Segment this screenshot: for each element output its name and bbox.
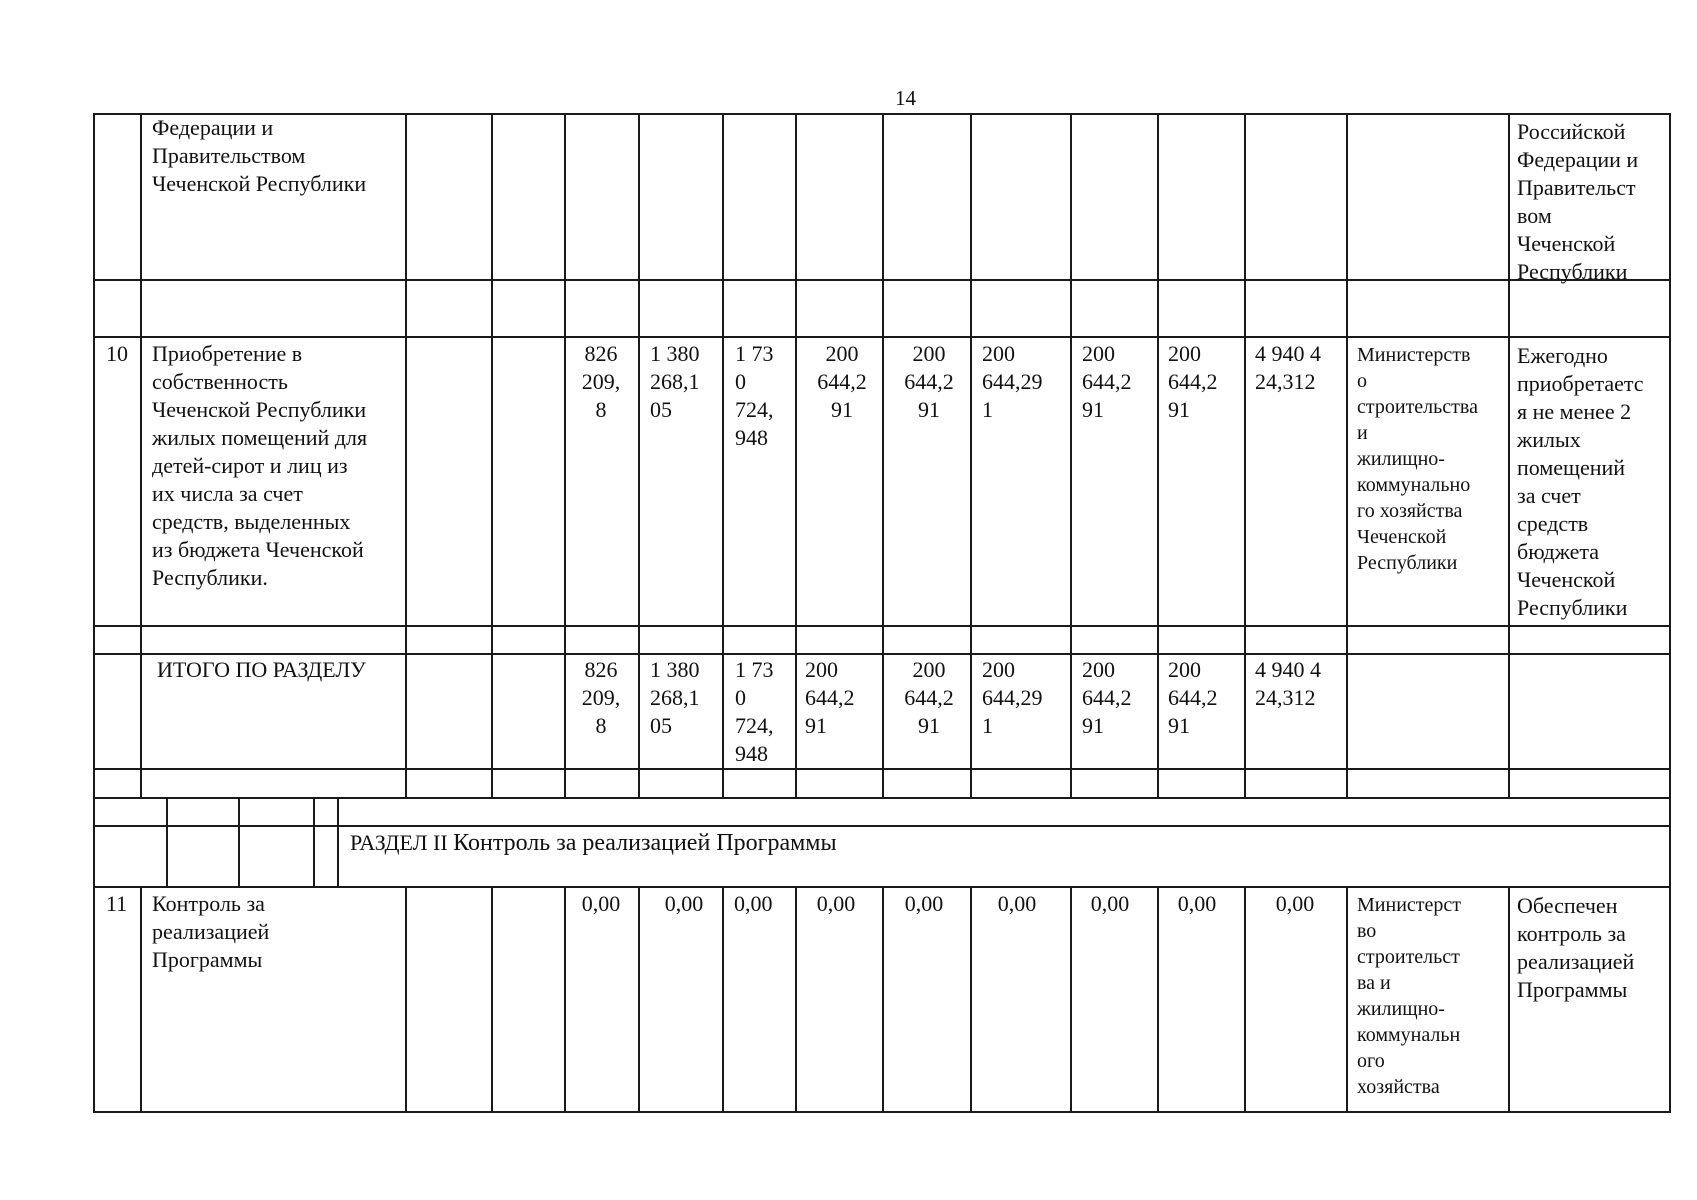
text-line: 644,2 xyxy=(1168,685,1218,710)
text-line: 948 xyxy=(735,741,768,766)
text-line: Обеспечен xyxy=(1517,893,1618,918)
text-line: жилых xyxy=(1517,427,1581,452)
table-rule-vertical xyxy=(166,797,168,886)
text-line: 200 xyxy=(982,341,1015,366)
row-11-value-2028: 0,00 xyxy=(904,891,944,916)
text-line: хозяйства xyxy=(1357,1076,1440,1098)
text-line: Ежегодно xyxy=(1517,343,1608,368)
text-line: во xyxy=(1357,920,1377,942)
table-rule-vertical xyxy=(491,113,493,797)
total-value-total xyxy=(1255,656,1321,712)
row-11-result-cell xyxy=(1517,892,1634,1004)
row-10-value-2031 xyxy=(1168,340,1218,424)
text-line: приобретаетс xyxy=(1517,371,1644,396)
table-rule-vertical xyxy=(1157,886,1159,1111)
row-10-number: 10 xyxy=(106,341,128,366)
text-line: Министерст xyxy=(1357,894,1462,916)
table-rule-horizontal xyxy=(93,1111,1671,1113)
text-line: 200 xyxy=(982,657,1015,682)
text-line: Республики xyxy=(1357,552,1458,574)
table-rule-vertical xyxy=(1070,113,1072,797)
row-11-value-total: 0,00 xyxy=(1275,891,1315,916)
table-rule-horizontal xyxy=(93,825,1671,827)
text-line: 200 xyxy=(912,657,946,682)
table-rule-vertical xyxy=(722,113,724,797)
text-line: Программы xyxy=(152,947,263,972)
table-rule-vertical xyxy=(491,886,493,1111)
text-line: Чеченской xyxy=(1517,231,1616,256)
row-10-value-2024 xyxy=(572,340,630,424)
text-line: ва и xyxy=(1357,972,1391,994)
text-line: Федерации и xyxy=(152,115,274,140)
total-value-2031 xyxy=(1168,656,1218,740)
text-line: 91 xyxy=(1168,397,1190,422)
text-line: 91 xyxy=(1168,713,1190,738)
text-line: Контроль за xyxy=(152,891,265,916)
section-2-header xyxy=(350,829,837,857)
table-rule-vertical xyxy=(93,113,95,1111)
text-line: 200 xyxy=(805,657,838,682)
text-line: 1 380 xyxy=(650,341,700,366)
total-value-2029 xyxy=(982,656,1043,740)
text-line: 91 xyxy=(831,397,853,422)
text-line: жилищно- xyxy=(1357,998,1445,1020)
text-line: детей-сирот и лиц из xyxy=(152,453,348,478)
row-11-executor-cell xyxy=(1357,892,1461,1100)
row-10-value-total xyxy=(1255,340,1321,396)
text-line: 0 xyxy=(735,685,746,710)
text-line: 05 xyxy=(650,713,672,738)
total-value-2027 xyxy=(805,656,855,740)
text-line: 4 940 4 xyxy=(1255,341,1321,366)
text-line: ого xyxy=(1357,1050,1385,1072)
text-line: 644,29 xyxy=(982,685,1043,710)
text-line: 644,2 xyxy=(1082,369,1132,394)
text-line: 209, xyxy=(581,369,621,394)
table-rule-vertical xyxy=(1244,886,1246,1111)
table-rule-vertical xyxy=(722,886,724,1111)
text-line: 209, xyxy=(581,685,621,710)
text-line: Чеченской Республики xyxy=(152,171,367,196)
text-line: средств xyxy=(1517,511,1589,536)
total-value-2024 xyxy=(572,656,630,740)
text-line: 200 xyxy=(825,341,859,366)
text-line: 1 380 xyxy=(650,657,700,682)
text-line: Правительст xyxy=(1517,175,1636,200)
continuation-name-cell xyxy=(152,114,366,198)
row-10-value-2029 xyxy=(982,340,1043,424)
total-value-2028 xyxy=(893,656,965,740)
text-line: 4 940 4 xyxy=(1255,657,1321,682)
row-10-value-2027 xyxy=(806,340,878,424)
table-rule-vertical xyxy=(970,113,972,797)
text-line: 0 xyxy=(735,369,746,394)
table-rule-vertical xyxy=(795,113,797,797)
section-2-prefix: РАЗДЕЛ II xyxy=(350,830,448,855)
row-11-value-2025: 0,00 xyxy=(664,891,704,916)
row-11-value-2031: 0,00 xyxy=(1177,891,1217,916)
text-line: Приобретение в xyxy=(152,341,303,366)
total-value-2026 xyxy=(735,656,774,768)
table-rule-vertical xyxy=(1669,113,1671,1111)
row-10-executor-cell xyxy=(1357,342,1478,576)
row-10-value-2025 xyxy=(650,340,700,424)
total-value-2025 xyxy=(650,656,700,740)
text-line: помещений xyxy=(1517,455,1626,480)
text-line: Республики xyxy=(1517,595,1628,620)
text-line: 644,2 xyxy=(1082,685,1132,710)
table-rule-vertical xyxy=(882,113,884,797)
table-rule-vertical xyxy=(405,886,407,1111)
table-rule-vertical xyxy=(1346,886,1348,1111)
text-line: строительст xyxy=(1357,946,1460,968)
text-line: 644,2 xyxy=(1168,369,1218,394)
row-10-value-2028 xyxy=(893,340,965,424)
text-line: средств, выделенных xyxy=(152,509,351,534)
text-line: 1 xyxy=(982,397,993,422)
table-rule-vertical xyxy=(1157,113,1159,797)
text-line: коммунально xyxy=(1357,474,1471,496)
text-line: 1 xyxy=(982,713,993,738)
table-rule-vertical xyxy=(1070,886,1072,1111)
text-line: жилых помещений для xyxy=(152,425,368,450)
text-line: 8 xyxy=(595,397,607,422)
text-line: 1 73 xyxy=(735,341,774,366)
table-rule-vertical xyxy=(638,886,640,1111)
row-11-value-2026: 0,00 xyxy=(734,891,773,916)
section-2-title: Контроль за реализацией Программы xyxy=(453,830,837,856)
table-rule-vertical xyxy=(564,886,566,1111)
text-line: 24,312 xyxy=(1255,685,1316,710)
table-rule-vertical xyxy=(140,113,142,797)
text-line: 644,2 xyxy=(805,685,855,710)
text-line: 1 73 xyxy=(735,657,774,682)
text-line: 91 xyxy=(918,397,940,422)
text-line: реализацией xyxy=(152,919,270,944)
text-line: Республики. xyxy=(152,565,268,590)
table-rule-vertical xyxy=(1244,113,1246,797)
total-value-2030 xyxy=(1082,656,1132,740)
text-line: 724, xyxy=(735,397,774,422)
text-line: жилищно- xyxy=(1357,448,1445,470)
row-11-value-2029: 0,00 xyxy=(997,891,1037,916)
text-line: 826 xyxy=(584,657,618,682)
text-line: го хозяйства xyxy=(1357,500,1463,522)
text-line: собственность xyxy=(152,369,288,394)
table-rule-vertical xyxy=(564,113,566,797)
page-number: 14 xyxy=(895,86,916,110)
text-line: 200 xyxy=(1168,341,1201,366)
text-line: 8 xyxy=(595,713,607,738)
text-line: и xyxy=(1357,422,1368,444)
text-line: Чеченской Республики xyxy=(152,397,367,422)
text-line: Чеченской xyxy=(1517,567,1616,592)
table-rule-vertical xyxy=(638,113,640,797)
row-11-number: 11 xyxy=(106,891,128,916)
text-line: реализацией xyxy=(1517,949,1635,974)
text-line: 268,1 xyxy=(650,369,700,394)
row-10-result-cell xyxy=(1517,342,1644,622)
text-line: 91 xyxy=(1082,397,1104,422)
text-line: 05 xyxy=(650,397,672,422)
text-line: 200 xyxy=(912,341,946,366)
continuation-result-cell xyxy=(1517,118,1638,286)
text-line: 91 xyxy=(1082,713,1104,738)
table-rule-vertical xyxy=(1508,113,1510,797)
table-rule-vertical xyxy=(795,886,797,1111)
text-line: Чеченской xyxy=(1357,526,1447,548)
text-line: Программы xyxy=(1517,977,1628,1002)
text-line: 200 xyxy=(1168,657,1201,682)
table-rule-vertical xyxy=(1508,886,1510,1111)
text-line: 724, xyxy=(735,713,774,738)
row-10-name-cell xyxy=(152,340,367,592)
text-line: о xyxy=(1357,370,1367,392)
text-line: из бюджета Чеченской xyxy=(152,537,364,562)
table-rule-vertical xyxy=(970,886,972,1111)
text-line: 91 xyxy=(918,713,940,738)
text-line: Федерации и xyxy=(1517,147,1639,172)
text-line: 200 xyxy=(1082,657,1115,682)
text-line: строительства xyxy=(1357,396,1478,418)
text-line: 91 xyxy=(805,713,827,738)
table-rule-horizontal xyxy=(93,797,1671,799)
row-11-value-2024: 0,00 xyxy=(581,891,621,916)
text-line: 268,1 xyxy=(650,685,700,710)
text-line: 948 xyxy=(735,425,768,450)
text-line: вом xyxy=(1517,203,1552,228)
text-line: Республики xyxy=(1517,259,1628,284)
row-10-value-2026 xyxy=(735,340,774,452)
text-line: 644,2 xyxy=(904,685,954,710)
text-line: контроль за xyxy=(1517,921,1626,946)
text-line: Правительством xyxy=(152,143,306,168)
row-11-value-2030: 0,00 xyxy=(1090,891,1130,916)
total-label: ИТОГО ПО РАЗДЕЛУ xyxy=(157,657,366,682)
table-rule-vertical xyxy=(1346,113,1348,797)
table-rule-vertical xyxy=(238,797,240,886)
table-rule-vertical xyxy=(140,886,142,1111)
text-line: бюджета xyxy=(1517,539,1600,564)
row-11-value-2027: 0,00 xyxy=(816,891,856,916)
text-line: Министерств xyxy=(1357,344,1471,366)
row-10-value-2030 xyxy=(1082,340,1132,424)
text-line: коммунальн xyxy=(1357,1024,1461,1046)
text-line: за счет xyxy=(1517,483,1581,508)
table-rule-vertical xyxy=(313,797,315,886)
text-line: 644,2 xyxy=(904,369,954,394)
text-line: их числа за счет xyxy=(152,481,303,506)
text-line: 24,312 xyxy=(1255,369,1316,394)
table-rule-vertical xyxy=(337,797,339,886)
text-line: 644,29 xyxy=(982,369,1043,394)
text-line: Российской xyxy=(1517,119,1626,144)
text-line: я не менее 2 xyxy=(1517,399,1632,424)
text-line: 200 xyxy=(1082,341,1115,366)
table-rule-vertical xyxy=(882,886,884,1111)
row-11-name-cell xyxy=(152,890,269,974)
text-line: 826 xyxy=(584,341,618,366)
text-line: 644,2 xyxy=(817,369,867,394)
table-rule-vertical xyxy=(405,113,407,797)
